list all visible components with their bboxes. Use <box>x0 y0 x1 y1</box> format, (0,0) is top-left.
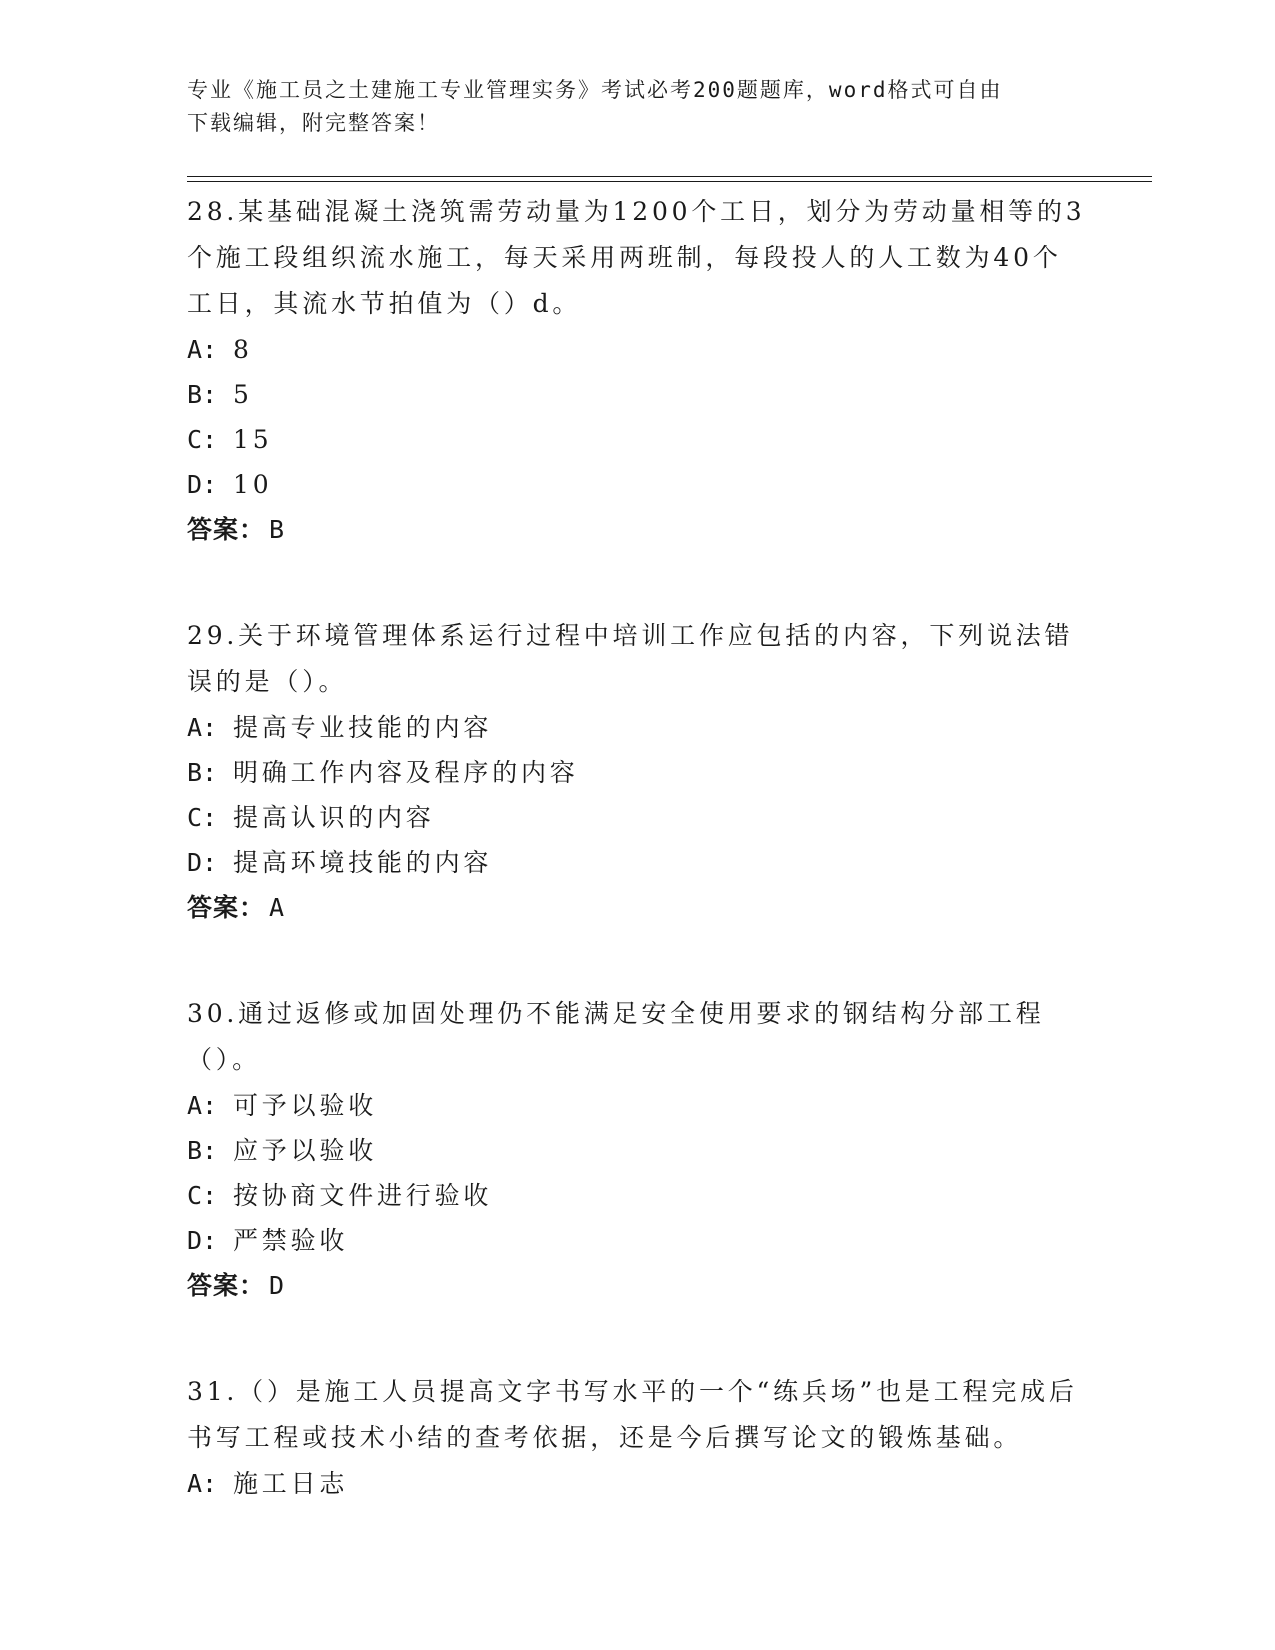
option-c <box>187 1173 1087 1218</box>
option-letter: C: <box>187 1181 218 1210</box>
option-text: 按协商文件进行验收 <box>233 1181 493 1210</box>
option-letter: C: <box>187 425 218 454</box>
question-stem: 31.（）是施工人员提高文字书写水平的一个“练兵场”也是工程完成后书写工程或技术小结的查考依据，还是今后撰写论文的锻炼基础。 <box>187 1377 1078 1452</box>
option-letter: A: <box>187 1469 218 1498</box>
option-letter: B: <box>187 380 218 409</box>
header-divider-bottom <box>187 181 1152 182</box>
option-text: 提高专业技能的内容 <box>233 713 493 742</box>
option-d <box>187 1218 1087 1263</box>
header-line-1: 专业《施工员之土建施工专业管理实务》考试必考200题题库，word格式可自由 <box>187 78 1003 102</box>
option-a <box>187 1083 1087 1128</box>
question-30 <box>187 991 1087 1309</box>
option-a <box>187 705 1087 750</box>
question-stem: 28.某基础混凝土浇筑需劳动量为1200个工日，划分为劳动量相等的3个施工段组织流水施工，每天采用两班制，每段投人的人工数为40个工日，其流水节拍值为（）d。 <box>187 197 1086 318</box>
option-a <box>187 1461 1087 1506</box>
question-list <box>187 189 1087 1566</box>
option-letter: A: <box>187 713 218 742</box>
option-text: 明确工作内容及程序的内容 <box>233 758 579 787</box>
option-b <box>187 1128 1087 1173</box>
answer-value: A <box>269 893 286 922</box>
option-letter: B: <box>187 1136 218 1165</box>
answer-label: 答案： <box>187 893 266 922</box>
option-d <box>187 840 1087 885</box>
option-text: 施工日志 <box>233 1469 349 1498</box>
option-a <box>187 327 1087 372</box>
option-letter: D: <box>187 1226 218 1255</box>
option-letter: C: <box>187 803 218 832</box>
question-28 <box>187 189 1087 553</box>
option-text: 5 <box>233 380 253 409</box>
header-divider-top <box>187 176 1152 177</box>
answer-value: B <box>269 515 286 544</box>
option-b <box>187 372 1087 417</box>
option-c <box>187 417 1087 462</box>
question-29 <box>187 613 1087 931</box>
answer-label: 答案： <box>187 515 266 544</box>
option-letter: A: <box>187 1091 218 1120</box>
option-text: 严禁验收 <box>233 1226 349 1255</box>
option-letter: A: <box>187 335 218 364</box>
question-stem: 30.通过返修或加固处理仍不能满足安全使用要求的钢结构分部工程（）。 <box>187 999 1045 1074</box>
option-text: 可予以验收 <box>233 1091 378 1120</box>
option-text: 应予以验收 <box>233 1136 378 1165</box>
question-31 <box>187 1369 1087 1506</box>
option-text: 10 <box>233 470 273 499</box>
answer-line <box>187 885 1087 931</box>
option-letter: D: <box>187 848 218 877</box>
option-letter: D: <box>187 470 218 499</box>
option-text: 15 <box>233 425 273 454</box>
answer-label: 答案： <box>187 1271 266 1300</box>
header-line-2: 下载编辑，附完整答案！ <box>187 111 440 135</box>
answer-line <box>187 1263 1087 1309</box>
option-c <box>187 795 1087 840</box>
question-stem: 29.关于环境管理体系运行过程中培训工作应包括的内容，下列说法错误的是（）。 <box>187 621 1074 696</box>
answer-value: D <box>269 1271 286 1300</box>
option-b <box>187 750 1087 795</box>
document-header <box>187 74 1067 140</box>
option-text: 8 <box>233 335 253 364</box>
option-letter: B: <box>187 758 218 787</box>
option-text: 提高认识的内容 <box>233 803 435 832</box>
option-d <box>187 462 1087 507</box>
answer-line <box>187 507 1087 553</box>
option-text: 提高环境技能的内容 <box>233 848 493 877</box>
